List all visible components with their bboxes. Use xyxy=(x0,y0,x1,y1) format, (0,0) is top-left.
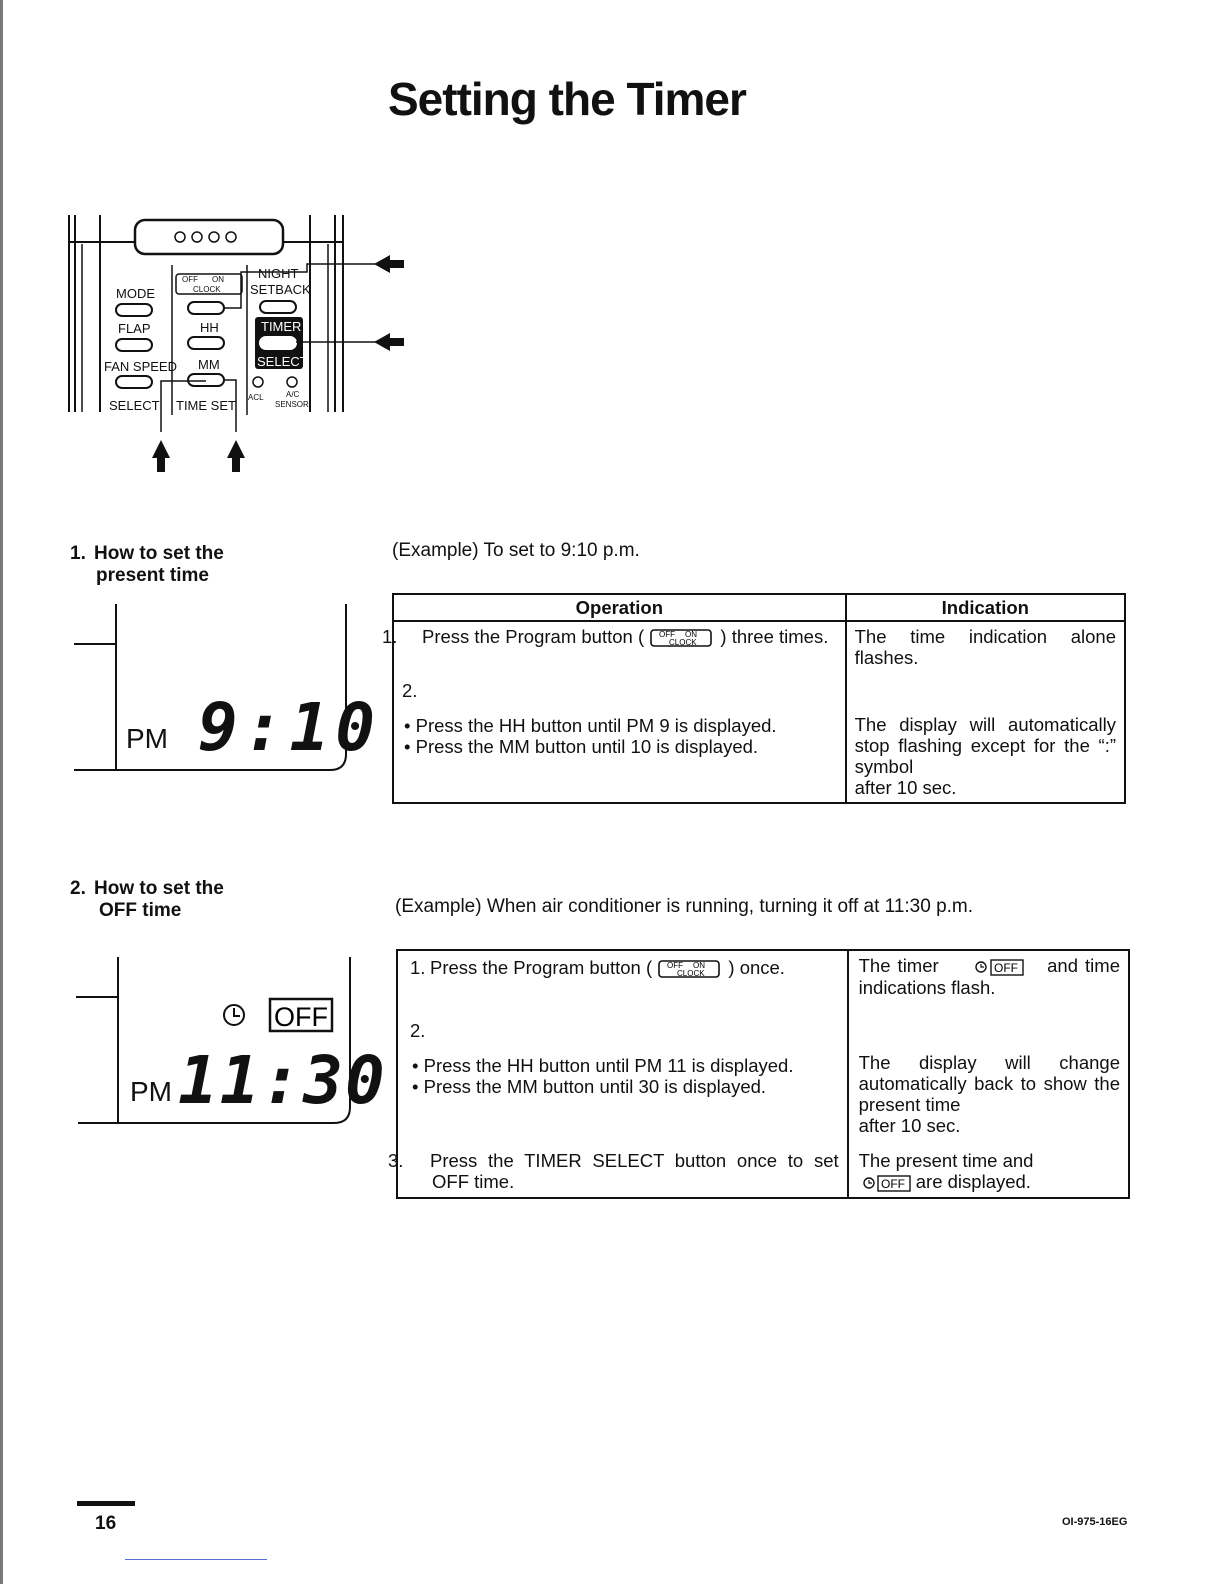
indication-column-header: Indication xyxy=(846,594,1125,621)
page-title: Setting the Timer xyxy=(388,73,746,125)
lcd-2-ampm: PM xyxy=(130,1076,172,1107)
time-set-label: TIME SET xyxy=(176,398,236,413)
step-1-indication-start: The timer xyxy=(858,955,939,976)
off-badge-text: OFF xyxy=(993,961,1018,976)
table-row xyxy=(397,1002,1129,1140)
hh-label: HH xyxy=(200,320,219,335)
timer-label: TIMER xyxy=(261,319,302,334)
step-2-bullet-hh-text: Press the HH button until PM 11 is displayed. xyxy=(423,1055,794,1077)
table-row xyxy=(397,1140,1129,1198)
mode-label: MODE xyxy=(116,286,155,301)
program-icon-on: ON xyxy=(693,961,706,971)
step-2-indication: The display will automatically stop flashing except for the “:” symbol xyxy=(854,714,1116,777)
step-2-bullet-hh-text: Press the HH button until PM 9 is displayed. xyxy=(415,715,777,736)
program-button-icon xyxy=(649,626,715,650)
program-button-icon xyxy=(657,957,723,981)
program-icon-off: OFF xyxy=(667,961,684,971)
section-1-heading xyxy=(70,543,224,587)
present-time-table xyxy=(382,593,1126,804)
program-icon-clock: CLOCK xyxy=(669,638,697,648)
step-2-indication-end: after 10 sec. xyxy=(854,777,957,798)
section-2-number: 2. xyxy=(70,878,86,899)
remote-control-illustration xyxy=(60,210,430,485)
flap-button[interactable] xyxy=(116,339,152,351)
step-1-text-end: ) three times. xyxy=(720,626,829,647)
timer-off-icon xyxy=(859,1173,911,1193)
step-2-bullet-hh: • Press the HH button until PM 11 is displayed. xyxy=(412,1055,794,1077)
step-number: 1. xyxy=(410,957,426,978)
page-edge xyxy=(0,0,3,1584)
step-2-number: 2. xyxy=(402,680,418,701)
night-label: NIGHT xyxy=(258,266,299,281)
step-2-indication: The display will change automatically back to show the present time xyxy=(858,1052,1120,1116)
step-2-bullet-mm: • Press the MM button until 10 is displayed. xyxy=(404,736,759,757)
step-1-text: Press the Program button ( xyxy=(422,626,645,647)
program-icon-clock: CLOCK xyxy=(677,969,705,979)
section-1-number: 1. xyxy=(70,543,86,564)
fan-speed-label: FAN SPEED xyxy=(104,359,177,374)
page-number: 16 xyxy=(95,1513,117,1534)
timer-select-button[interactable] xyxy=(260,337,296,349)
lcd-2-time: 11:30 xyxy=(178,1042,387,1119)
step-1-text: Press the Program button ( xyxy=(430,957,653,978)
bottom-rule xyxy=(125,1559,267,1560)
step-2-number: 2. xyxy=(410,1020,426,1042)
mm-button[interactable] xyxy=(188,374,224,386)
step-1-text-end: ) once. xyxy=(728,957,785,978)
table-row xyxy=(393,621,1125,672)
lcd-2-off-badge: OFF xyxy=(274,1002,328,1032)
lcd-1-ampm: PM xyxy=(126,723,168,754)
step-1-indication-end: and time indications flash. xyxy=(858,955,1120,999)
section-2-heading-line2: OFF time xyxy=(99,900,182,921)
select-label: SELECT xyxy=(109,398,160,413)
off-badge-text: OFF xyxy=(880,1177,905,1192)
program-button[interactable] xyxy=(188,302,224,314)
flap-label: FLAP xyxy=(118,321,151,336)
step-2-bullet-mm-text: Press the MM button until 10 is displayed. xyxy=(415,736,759,757)
lcd-1-time: 9:10 xyxy=(198,689,381,766)
night-setback-button[interactable] xyxy=(260,301,296,313)
step-1-indication xyxy=(848,950,1129,1002)
mode-button[interactable] xyxy=(116,304,152,316)
step-2-bullet-hh: • Press the HH button until PM 9 is displayed. xyxy=(404,715,777,736)
program-icon-on: ON xyxy=(685,630,698,640)
hh-button[interactable] xyxy=(188,337,224,349)
setback-label: SETBACK xyxy=(250,282,311,297)
off-time-table xyxy=(388,949,1130,1199)
section-2-heading-line1: How to set the xyxy=(94,878,224,899)
section-1-example: (Example) To set to 9:10 p.m. xyxy=(392,540,640,561)
step-2-indication-end: after 10 sec. xyxy=(858,1115,961,1137)
section-2-example: (Example) When air conditioner is running, turning it off at 11:30 p.m. xyxy=(395,896,974,917)
sensor-label: SENSOR xyxy=(275,400,309,409)
step-3-indication: The present time and xyxy=(858,1150,1034,1172)
program-icon-off: OFF xyxy=(659,630,676,640)
table-row xyxy=(397,950,1129,1002)
document-code: OI-975-16EG xyxy=(1062,1516,1128,1528)
timer-off-icon xyxy=(974,957,1026,977)
mm-label: MM xyxy=(198,357,220,372)
step-1-indication: The time indication alone flashes. xyxy=(846,621,1125,672)
step-number: 1. xyxy=(382,626,398,647)
lcd-display-present-time xyxy=(72,600,381,776)
step-number: 3. xyxy=(388,1150,404,1172)
section-1-heading-line2: present time xyxy=(96,565,209,586)
lcd-display-off-time xyxy=(74,955,387,1127)
footer-bar xyxy=(77,1501,135,1506)
step-3-indication-end: are displayed. xyxy=(915,1171,1031,1193)
section-2-heading xyxy=(70,878,224,922)
step-2-bullet-mm-text: Press the MM button until 30 is displayed. xyxy=(423,1076,767,1098)
step-3-indication-end-row xyxy=(859,1171,1120,1193)
program-on-label: ON xyxy=(212,275,224,284)
step-2-bullet-mm: • Press the MM button until 30 is displayed. xyxy=(412,1076,767,1098)
fan-speed-button[interactable] xyxy=(116,376,152,388)
program-off-label: OFF xyxy=(182,275,198,284)
program-clock-label: CLOCK xyxy=(193,285,221,294)
table-row xyxy=(393,672,1125,803)
section-1-heading-line1: How to set the xyxy=(94,543,224,564)
timer-clock-icon xyxy=(224,1005,244,1025)
step-3-text: Press the TIMER SELECT button once to set OFF time. xyxy=(430,1150,839,1193)
timer-select-label: SELECT xyxy=(257,354,308,369)
operation-column-header: Operation xyxy=(393,594,846,621)
ac-label: A/C xyxy=(286,390,300,399)
acl-label: ACL xyxy=(248,393,264,402)
